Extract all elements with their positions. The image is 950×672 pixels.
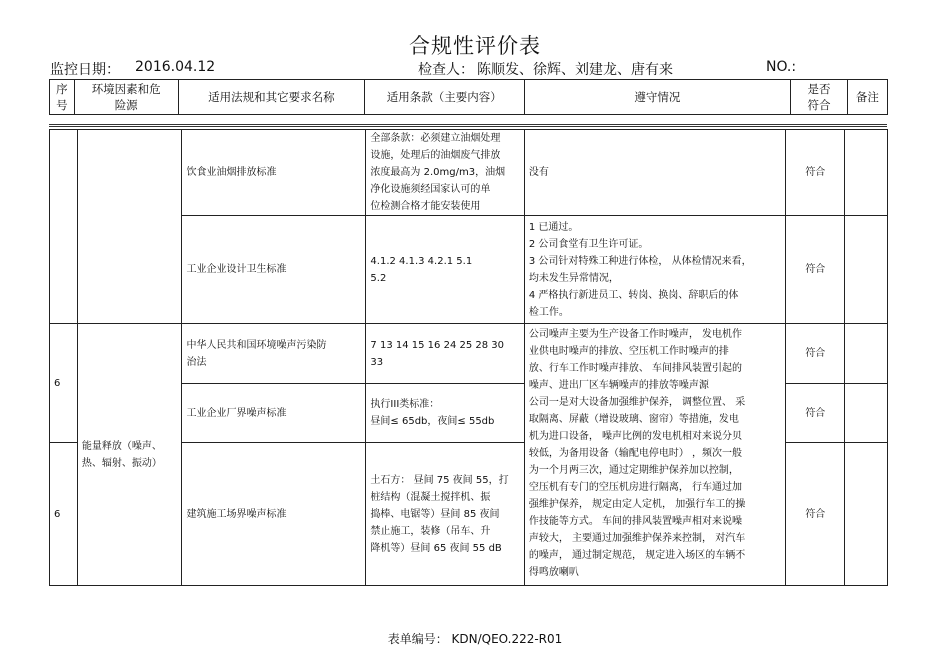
- form-no-label: NO.:: [766, 59, 797, 75]
- header-divider: [49, 124, 887, 127]
- header-remark: 备注: [847, 80, 887, 115]
- law-name: 中华人民共和国环境噪声污染防 治法: [182, 324, 366, 384]
- remark-cell: [845, 130, 888, 216]
- clause-text: 全部条款：必须建立油烟处理 设施，处理后的油烟废气排放 浓度最高为 2.0mg/m3，油烟 净化设施须经国家认可的单 位检测合格才能安装使用: [366, 130, 524, 216]
- clause-text: 4.1.2 4.1.3 4.2.1 5.1 5.2: [366, 216, 524, 324]
- page-title: 合规性评价表: [409, 34, 541, 58]
- result-cell: 符合: [786, 130, 845, 216]
- header-seq: 序 号: [50, 80, 75, 115]
- seq-cell: 6: [50, 324, 78, 443]
- header-law: 适用法规和其它要求名称: [178, 80, 364, 115]
- date-label: 监控日期：: [50, 62, 120, 78]
- law-name: 建筑施工场界噪声标准: [182, 443, 366, 586]
- result-cell: 符合: [786, 384, 845, 443]
- compliance-text: 公司噪声主要为生产设备工作时噪声， 发电机作 业供电时噪声的排放、空压机工作时噪声的排 放、行车工作时噪声排放、 车间排风装置引起的 噪声、进出厂区车辆噪声的排放等噪声源 公司一是对大设备加强维护保养， 调整位置、 采 取隔离、屏蔽（增设玻璃、窗帘）等措施，发电 机为进口设备， 噪声比例的发电机相对来说分贝 较低，为备用设备（输配电停电时） ，频次一般 为一个月两三次，通过定期维护保养加以控制， 空压机有专门的空压机房进行隔离， 行车通过加 强维护保养， 规定由定人定机， 加强行车工的操 作技能等方式。 车间的排风装置噪声相对来说噪 声较大， 主要通过加强维护保养来控制， 对汽车 的噪声， 通过制定规范， 规定进入场区的车辆不 得鸣放喇叭: [524, 324, 786, 586]
- law-name: 工业企业厂界噪声标准: [182, 384, 366, 443]
- factor-cell: 能量释放（噪声、 热、辐射、振动）: [77, 324, 182, 586]
- remark-cell: [845, 384, 888, 443]
- header-table: [49, 79, 888, 115]
- clause-text: 7 13 14 15 16 24 25 28 30 33: [366, 324, 524, 384]
- header-result: 是否 符合: [791, 80, 848, 115]
- header-compliance: 遵守情况: [524, 80, 791, 115]
- compliance-text: 1 已通过。 2 公司食堂有卫生许可证。 3 公司针对特殊工种进行体检， 从体检情况来看， 均未发生异常情况， 4 严格执行新进员工、转岗、换岗、辞职后的体 检工作。: [524, 216, 786, 324]
- result-cell: 符合: [786, 216, 845, 324]
- inspector-label: 检查人：: [418, 62, 474, 78]
- seq-cell: [50, 130, 78, 324]
- table-row: [50, 324, 888, 384]
- header-factor: 环境因素和危 险源: [74, 80, 178, 115]
- law-name: 饮食业油烟排放标准: [182, 130, 366, 216]
- date-value: 2016.04.12: [135, 59, 216, 75]
- result-cell: 符合: [786, 443, 845, 586]
- inspector-names: 陈顺发、徐辉、刘建龙、唐有来: [477, 62, 673, 78]
- factor-cell: [77, 130, 182, 324]
- clause-text: 执行III类标准： 昼间≤ 65db，夜间≤ 55db: [366, 384, 524, 443]
- clause-text: 土石方： 昼间 75 夜间 55，打 桩结构（混凝土搅拌机、振 捣棒、电锯等）昼间 85 夜间 禁止施工，装修（吊车、升 降机等）昼间 65 夜间 55 dB: [366, 443, 524, 586]
- header-clause: 适用条款（主要内容）: [365, 80, 525, 115]
- law-name: 工业企业设计卫生标准: [182, 216, 366, 324]
- seq-cell: 6: [50, 443, 78, 586]
- compliance-text: 没有: [524, 130, 786, 216]
- remark-cell: [845, 216, 888, 324]
- form-number: 表单编号： KDN/QEO.222-R01: [387, 632, 563, 646]
- compliance-table: [49, 129, 888, 586]
- remark-cell: [845, 443, 888, 586]
- remark-cell: [845, 324, 888, 384]
- table-row: [50, 130, 888, 216]
- result-cell: 符合: [786, 324, 845, 384]
